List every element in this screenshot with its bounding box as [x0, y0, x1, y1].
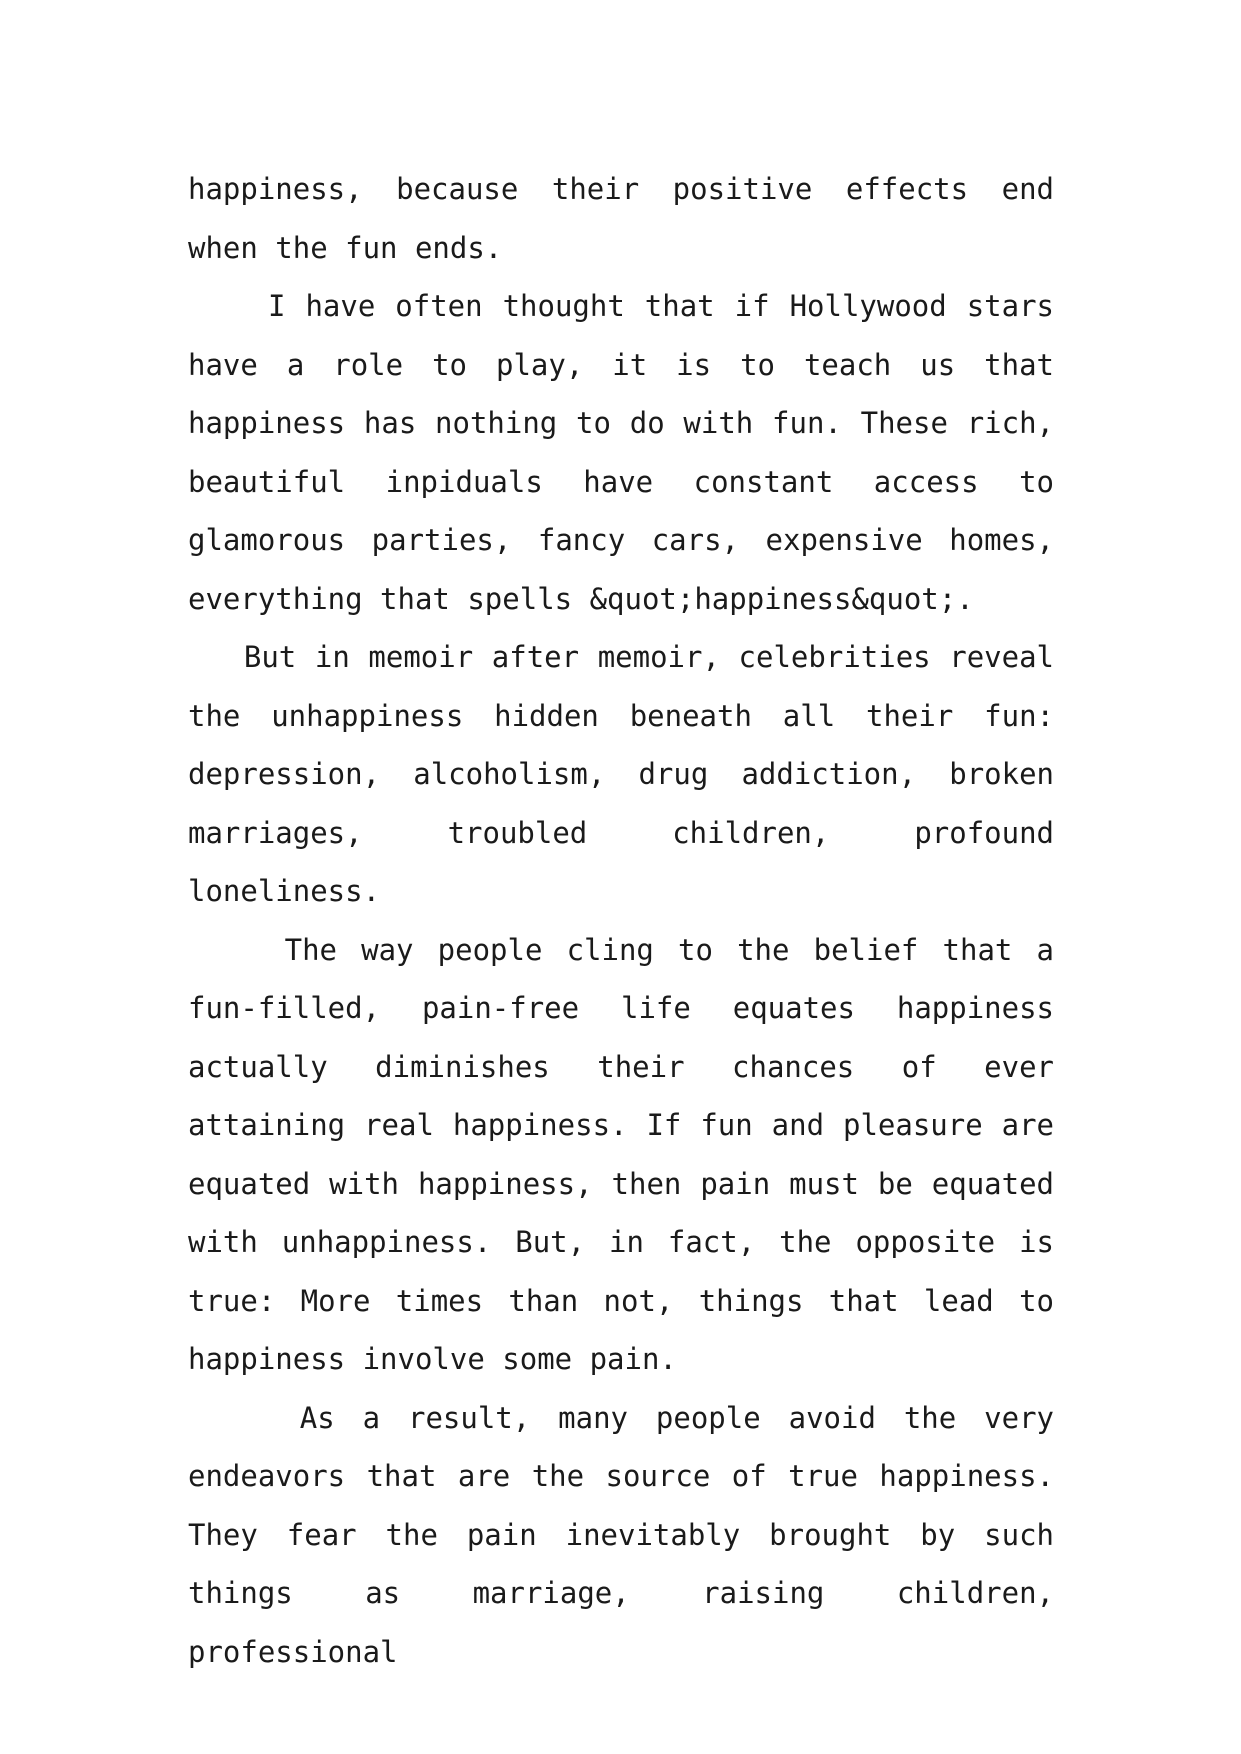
paragraph-indent [188, 289, 268, 323]
paragraph [188, 160, 1054, 277]
paragraph [188, 628, 1054, 921]
paragraph-text: The way people cling to the belief that a fun-filled, pain-free life equates happiness actually diminishes their chances of ever attaining real happiness. If fun and pleasure are equated with happiness, then pain must be equated with unhappiness. But, in fact, the opposite is true: More times than not, things that lead to happiness involve some pain. [188, 932, 1054, 1376]
paragraph-text: But in memoir after memoir, celebrities reveal the unhappiness hidden beneath all their fun: depression, alcoholism, drug addiction, broken marriages, troubled children, profound loneliness. [188, 640, 1054, 908]
paragraph [188, 921, 1054, 1389]
paragraph-text: I have often thought that if Hollywood stars have a role to play, it is to teach us that happiness has nothing to do with fun. These rich, beautiful inpiduals have constant access to glamorous parties, fancy cars, expensive homes, everything that spells &quot;happiness&quot;. [188, 289, 1054, 616]
paragraph-indent [188, 640, 244, 674]
paragraph [188, 1389, 1054, 1682]
paragraph [188, 277, 1054, 628]
document-body [188, 160, 1054, 1681]
paragraph-indent [188, 1401, 300, 1435]
paragraph-text: As a result, many people avoid the very endeavors that are the source of true happiness. They fear the pain inevitably brought by such things as marriage, raising children, professional [188, 1400, 1055, 1669]
paragraph-indent [188, 933, 285, 967]
paragraph-text: happiness, because their positive effects end when the fun ends. [188, 172, 1054, 265]
